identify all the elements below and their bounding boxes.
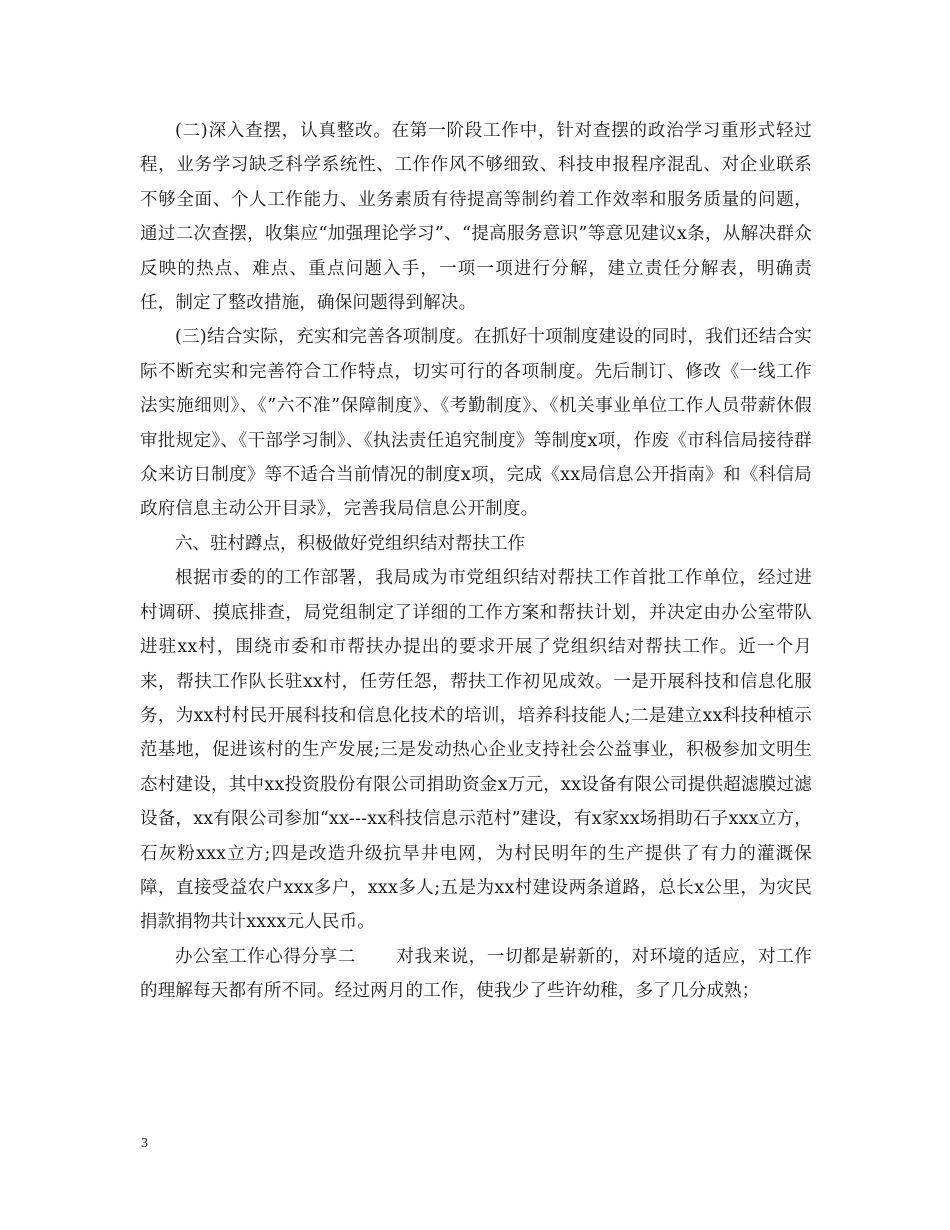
closing-text: 对我来说，一切都是崭新的，对环境的适应，对工作的理解每天都有所不同。经过两月的工作，使我少了些许幼稚，多了几分成熟； bbox=[140, 946, 813, 1002]
paragraph-closing bbox=[140, 940, 812, 1009]
paragraph-rectification: (二)深入查摆，认真整改。在第一阶段工作中，针对查摆的政治学习重形式轻过程，业务学习缺乏科学系统性、工作作风不够细致、科技申报程序混乱、对企业联系不够全面、个人工作能力、业务素质有待提高等制约着工作效率和服务质量的问题，通过二次查摆，收集应“加强理论学习”、“提高服务意识”等意见建议x条，从解决群众反映的热点、难点、重点问题入手，一项一项进行分解，建立责任分解表，明确责任，制定了整改措施，确保问题得到解决。 bbox=[140, 121, 812, 314]
closing-title: 办公室工作心得分享二 bbox=[175, 946, 356, 967]
document-body bbox=[140, 114, 812, 1009]
paragraph-village-assistance: 根据市委的的工作部署，我局成为市党组织结对帮扶工作首批工作单位，经过进村调研、摸底排查，局党组制定了详细的工作方案和帮扶计划，并决定由办公室带队进驻xx村，围绕市委和市帮扶办提出的要求开展了党组织结对帮扶工作。近一个月来，帮扶工作队长驻xx村，任劳任怨，帮扶工作初见成效。一是开展科技和信息化服务，为xx村村民开展科技和信息化技术的培训，培养科技能人;二是建立xx科技种植示范基地，促进该村的生产发展;三是发动热心企业支持社会公益事业，积极参加文明生态村建设，其中xx投资股份有限公司捐助资金x万元，xx设备有限公司提供超滤膜过滤设备，xx有限公司参加“xx---xx科技信息示范村”建设，有x家xx场捐助石子xxx立方，石灰粉xxx立方;四是改造升级抗旱井电网，为村民明年的生产提供了有力的灌溉保障，直接受益农户xxx多户，xxx多人;五是为xx村建设两条道路，总长x公里，为灾民捐款捐物共计xxxx元人民币。 bbox=[140, 568, 812, 933]
page-number: 3 bbox=[141, 1136, 148, 1151]
paragraph-systems: (三)结合实际，充实和完善各项制度。在抓好十项制度建设的同时，我们还结合实际不断充实和完善符合工作特点，切实可行的各项制度。先后制订、修改《一线工作法实施细则》、《”六不准”保障制度》、《考勤制度》、《机关事业单位工作人员带薪休假审批规定》、《干部学习制》、《执法责任追究制度》等制度x项，作废《市科信局接待群众来访日制度》等不适合当前情况的制度x项，完成《xx局信息公开指南》和《科信局政府信息主动公开目录》，完善我局信息公开制度。 bbox=[140, 327, 812, 520]
section-heading: 六、驻村蹲点，积极做好党组织结对帮扶工作 bbox=[175, 533, 525, 554]
